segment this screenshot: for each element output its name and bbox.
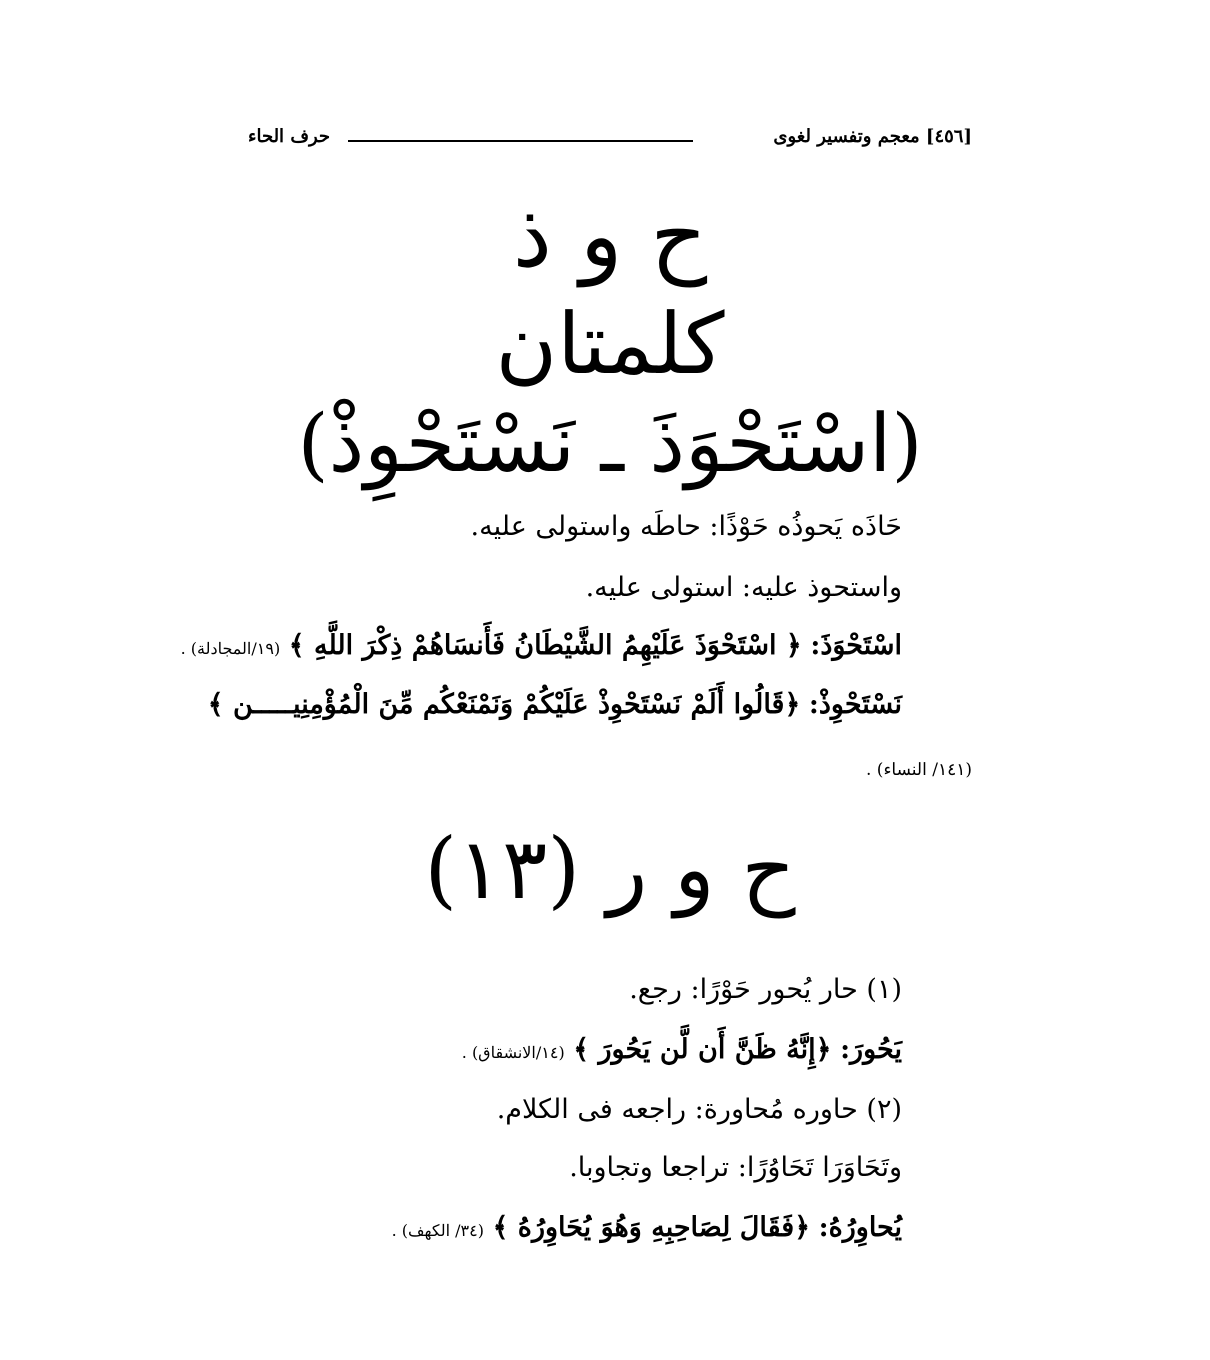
citation-word: اسْتَحْوَذَ: <box>810 630 902 661</box>
entry2-definition-3: وتَحَاوَرَا تَحَاوُرًا: تراجعا وتجاوبا. <box>569 1152 902 1183</box>
quran-quote: ﴿إِنَّهُ ظَنَّ أَن لَّن يَحُورَ ﴾ <box>573 1034 832 1065</box>
page-header-section: حرف الحاء <box>248 126 331 147</box>
entry1-definition-1: حَاذَه يَحوذُه حَوْذًا: حاطَه واستولى عليه. <box>470 511 902 542</box>
verse-reference: (١٩/المجادلة) . <box>180 639 281 658</box>
entry2-citation-1 <box>462 1030 902 1073</box>
header-rule <box>348 140 693 142</box>
quran-quote: ﴿ اسْتَحْوَذَ عَلَيْهِمُ الشَّيْطَانُ فَأَنسَاهُمْ ذِكْرَ اللَّهِ ﴾ <box>288 630 802 661</box>
citation-word: نَسْتَحْوِذْ: <box>808 689 902 720</box>
verse-reference: (١٤/الانشقاق) . <box>461 1043 565 1062</box>
entry1-citation-2 <box>208 685 902 725</box>
entry2-definition-1: (١) حار يُحور حَوْرًا: رجع. <box>629 974 902 1005</box>
entry1-word-count: كلمتان <box>495 295 725 393</box>
citation-word: يَحُورَ: <box>840 1034 902 1065</box>
quran-quote: ﴿فَقَالَ لِصَاحِبِهِ وَهُوَ يُحَاوِرُهُ ﴾ <box>492 1212 811 1243</box>
entry2-root-heading: ح و ر (١٣) <box>424 820 796 918</box>
entry1-word-list: (اسْتَحْوَذَ ـ نَسْتَحْوِذْ) <box>297 397 923 490</box>
entry1-citation-1 <box>181 626 902 669</box>
citation-word: يُحاوِرُهُ: <box>818 1212 902 1243</box>
entry2-definition-2: (٢) حاوره مُحاورة: راجعه فى الكلام. <box>496 1094 902 1125</box>
quran-quote: ﴿قَالُوا أَلَمْ نَسْتَحْوِذْ عَلَيْكُمْ وَنَمْنَعْكُم مِّنَ الْمُؤْمِنِيـــــن ﴾ <box>207 689 801 720</box>
entry1-citation-2-reference: (١٤١/ النساء) . <box>866 760 972 780</box>
entry1-definition-2: واستحوذ عليه: استولى عليه. <box>585 572 902 603</box>
entry1-root-heading: ح و ذ <box>512 184 708 287</box>
entry2-citation-2 <box>392 1208 902 1251</box>
page-header-title: [٤٥٦] معجم وتفسير لغوى <box>773 126 972 147</box>
verse-reference: (٣٤/ الكهف) . <box>391 1221 484 1240</box>
